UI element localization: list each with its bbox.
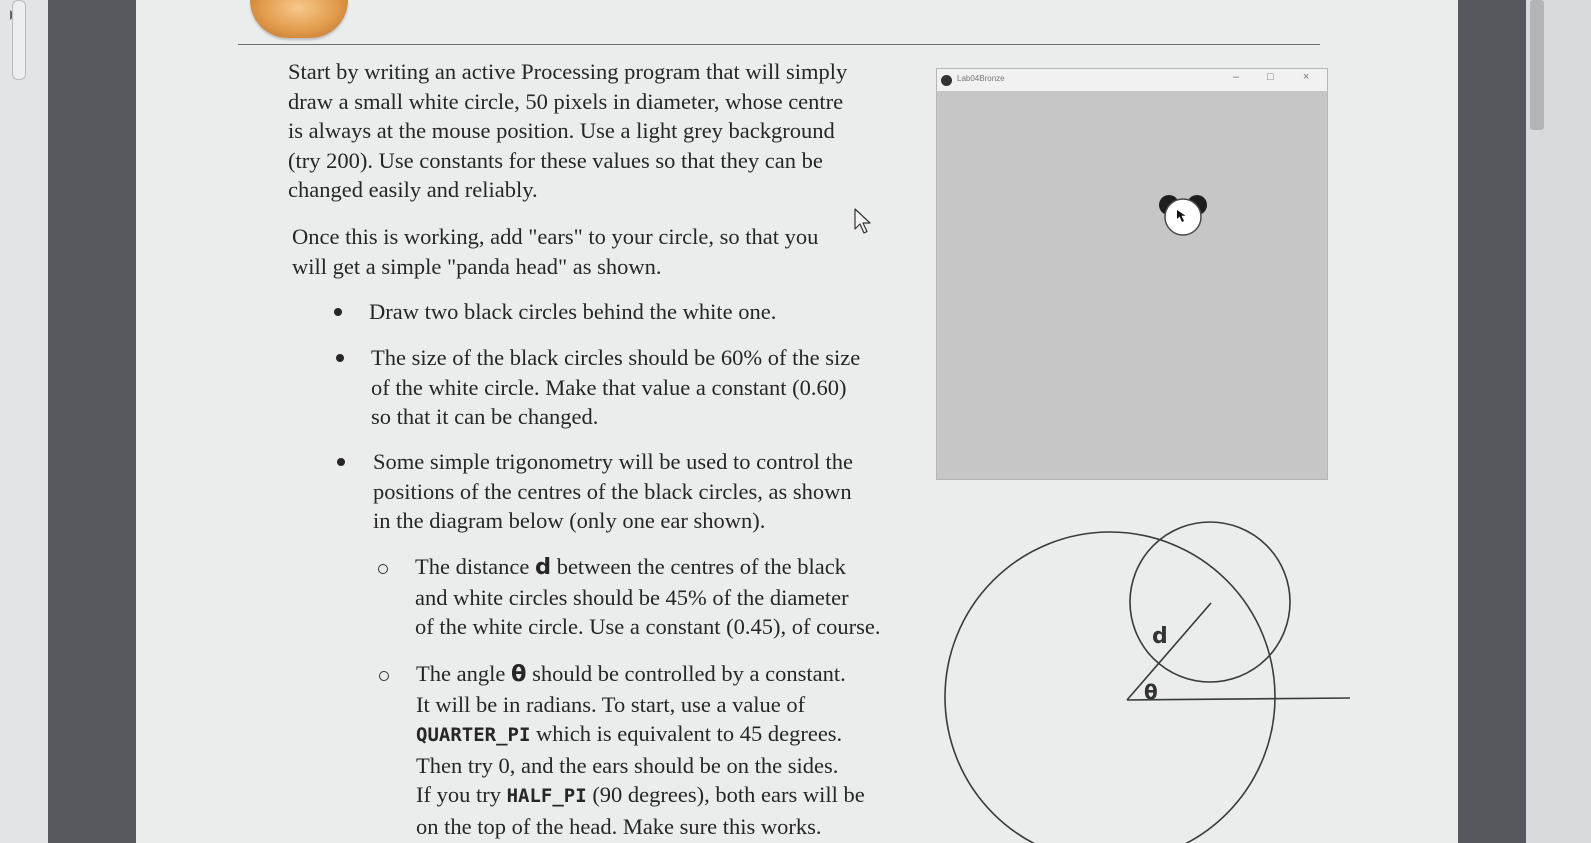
intro-line: draw a small white circle, 50 pixels in diameter, whose centre: [288, 88, 844, 114]
sketch-titlebar: [937, 69, 1327, 91]
half-pi-code: HALF_PI: [506, 785, 587, 807]
ears-paragraph: [292, 222, 818, 281]
angle-text: on the top of the head. Make sure this works.: [416, 813, 822, 839]
intro-line: is always at the mouse position. Use a light grey background: [288, 118, 835, 143]
bullet-dot: [336, 354, 344, 362]
sub-bullet-ring: [378, 564, 388, 574]
angle-text: should be controlled by a constant.: [526, 661, 846, 686]
angle-text: (90 degrees), both ears will be: [586, 782, 865, 807]
quarter-pi-code: QUARTER_PI: [416, 724, 531, 746]
intro-line: changed easily and reliably.: [288, 177, 538, 202]
sketch-title: Lab04Bronze: [957, 74, 1005, 83]
bullet-line: The size of the black circles should be 60% of the size: [371, 345, 861, 370]
close-button[interactable]: ×: [1303, 71, 1310, 83]
processing-app-icon: [941, 75, 952, 86]
ear-geometry-diagram: [930, 500, 1360, 843]
white-circle-outline: [945, 532, 1275, 843]
rail-scrollbar[interactable]: [12, 0, 26, 80]
bullet-line: positions of the centres of the black circles, as shown: [373, 478, 852, 504]
bullet-line: so that it can be changed.: [371, 404, 599, 429]
bullet-line: Draw two black circles behind the white one.: [369, 299, 777, 324]
mouse-pointer-icon: [853, 207, 875, 235]
left-page-margin: [48, 0, 136, 843]
d-label: d: [1152, 624, 1168, 649]
bullet-dot: [337, 458, 345, 466]
scrollbar-thumb[interactable]: [1530, 0, 1544, 130]
angle-paragraph: [416, 659, 865, 841]
angle-text: If you try: [416, 782, 507, 807]
distance-text: and white circles should be 45% of the diameter: [415, 584, 849, 610]
right-scrollbar[interactable]: [1526, 0, 1591, 843]
intro-paragraph: [288, 57, 847, 205]
panda-head: [1157, 189, 1209, 241]
ears-line: will get a simple "panda head" as shown.: [292, 253, 662, 279]
header-rule: [238, 44, 1320, 45]
sub-bullet-ring: [379, 671, 389, 681]
left-rail: [0, 0, 48, 843]
intro-line: Start by writing an active Processing program that will simply: [288, 59, 848, 84]
ear-circle-outline: [1130, 522, 1290, 682]
bullet-line: of the white circle. Make that value a constant (0.60): [371, 374, 847, 400]
bullet-text: [369, 297, 776, 327]
theta-label: θ: [1144, 680, 1158, 704]
distance-text: of the white circle. Use a constant (0.45), of course.: [415, 614, 881, 639]
bullet-text: [371, 343, 860, 432]
distance-text: between the centres of the black: [551, 554, 846, 579]
theta-symbol: θ: [510, 661, 527, 687]
horizontal-baseline: [1127, 698, 1350, 700]
bullet-line: Some simple trigonometry will be used to control the: [373, 449, 853, 474]
minimize-button[interactable]: –: [1233, 71, 1240, 83]
angle-text: It will be in radians. To start, use a value of: [416, 691, 806, 717]
d-symbol: d: [534, 554, 552, 580]
ears-line: Once this is working, add "ears" to your circle, so that you: [292, 224, 819, 249]
angle-text: The angle: [416, 661, 511, 686]
distance-text: The distance: [415, 554, 535, 579]
bullet-line: in the diagram below (only one ear shown).: [373, 508, 766, 533]
bullet-dot: [334, 308, 342, 316]
distance-line: [1127, 603, 1211, 700]
angle-text: Then try 0, and the ears should be on the sides.: [416, 752, 839, 778]
processing-sketch-window: [936, 68, 1328, 480]
right-page-margin: [1458, 0, 1526, 843]
bullet-text: [373, 447, 853, 536]
angle-text: which is equivalent to 45 degrees.: [530, 721, 843, 746]
panda-face: [1165, 199, 1201, 235]
intro-line: (try 200). Use constants for these values so that they can be: [288, 147, 823, 173]
maximize-button[interactable]: □: [1267, 71, 1274, 83]
distance-paragraph: [415, 552, 880, 642]
